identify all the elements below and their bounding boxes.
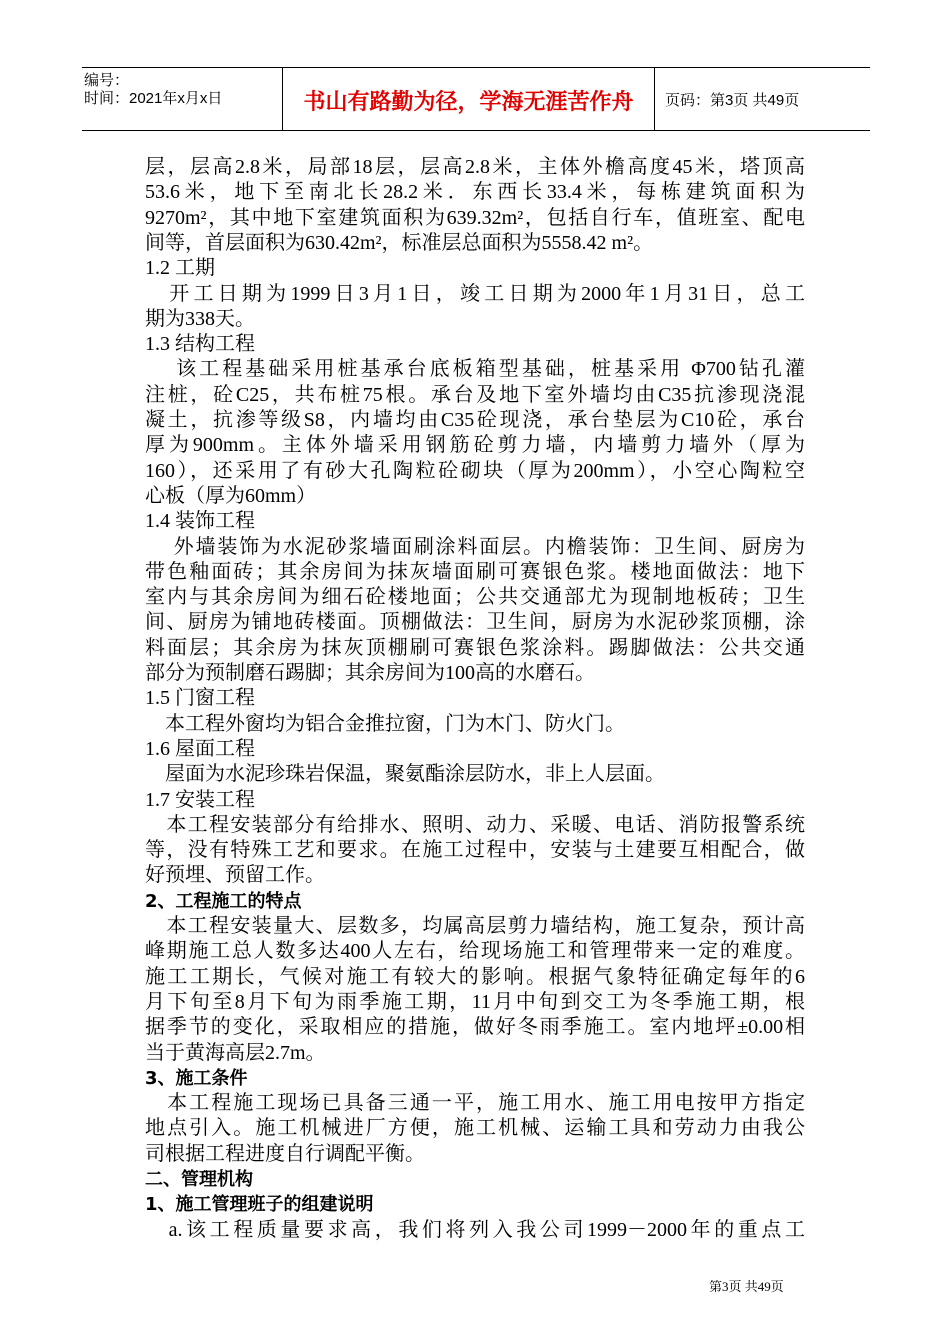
body-line: 峰期施工总人数多达400人左右，给现场施工和管理带来一定的难度。 — [145, 940, 805, 963]
body-line: 料面层；其余房为抹灰顶棚刷可赛银色浆涂料。踢脚做法：公共交通 — [145, 636, 805, 659]
body-line: 地点引入。施工机械进厂方便，施工机械、运输工具和劳动力由我公 — [145, 1117, 805, 1140]
page-header — [82, 67, 870, 131]
section-heading: 1、施工管理班子的组建说明 — [145, 1194, 374, 1216]
header-page-cell — [655, 68, 870, 130]
body-line: 室内与其余房间为细石砼楼地面；公共交通部尤为现制地板砖；卫生 — [145, 586, 805, 609]
subsection-heading: 1.3 结构工程 — [145, 333, 255, 356]
body-line: 厚为900mm。主体外墙采用钢筋砼剪力墙，内墙剪力墙外（厚为 — [145, 434, 805, 457]
header-motto-cell — [282, 68, 655, 130]
body-line: 当于黄海高层2.7m。 — [145, 1041, 326, 1064]
body-line: 本工程安装部分有给排水、照明、动力、采暖、电话、消防报警系统 — [145, 813, 805, 836]
subsection-heading: 1.4 装饰工程 — [145, 510, 255, 533]
body-line: 间等，首层面积为630.42m²，标准层总面积为5558.42 m²。 — [145, 231, 654, 254]
number-label: 编号： — [84, 72, 130, 89]
body-line: 本工程外窗均为铝合金推拉窗，门为木门、防火门。 — [145, 712, 625, 735]
section-heading: 3、施工条件 — [145, 1067, 248, 1089]
body-line: 好预埋、预留工作。 — [145, 864, 325, 887]
footer-page-number: 第3页 共49页 — [709, 1279, 784, 1294]
body-line: 本工程安装量大、层数多，均属高层剪力墙结构，施工复杂，预计高 — [145, 915, 805, 937]
body-line: 据季节的变化，采取相应的措施，做好冬雨季施工。室内地坪±0.00相 — [145, 1016, 805, 1039]
subsection-heading: 1.5 门窗工程 — [145, 687, 255, 710]
body-line: 注桩，砼C25，共布桩75根。承台及地下室外墙均由C35抗渗现浇混 — [145, 383, 805, 406]
body-line: 层，层高2.8米，局部18层，层高2.8米，主体外檐高度45米，塔顶高 — [145, 156, 805, 178]
body-line: 司根据工程进度自行调配平衡。 — [145, 1142, 425, 1165]
body-line: 间、厨房为铺地砖楼面。顶棚做法：卫生间，厨房为水泥砂浆顶棚，涂 — [145, 611, 805, 634]
subsection-heading: 1.2 工期 — [145, 257, 215, 280]
subsection-heading: 1.7 安装工程 — [145, 788, 255, 811]
body-line: 屋面为水泥珍珠岩保温，聚氨酯涂层防水，非上人层面。 — [145, 763, 665, 786]
body-line: 月下旬至8月下旬为雨季施工期，11月中旬到交工为冬季施工期，根 — [145, 990, 805, 1013]
body-line: 期为338天。 — [145, 307, 255, 330]
body-line: 53.6米，地下至南北长28.2米．东西长33.4米，每栋建筑面积为 — [145, 181, 805, 204]
section-heading: 2、工程施工的特点 — [145, 890, 302, 912]
body-line: a.该工程质量要求高，我们将列入我公司1999－2000年的重点工 — [145, 1218, 805, 1241]
body-line: 开工日期为1999日3月1日，竣工日期为2000年1月31日，总工 — [145, 282, 805, 305]
body-line: 该工程基础采用桩基承台底板箱型基础，桩基采用 Φ700钻孔灌 — [145, 358, 805, 381]
body-line: 外墙装饰为水泥砂浆墙面刷涂料面层。内檐装饰：卫生间、厨房为 — [145, 535, 805, 558]
body-line: 部分为预制磨石踢脚；其余房间为100高的水磨石。 — [145, 662, 595, 684]
motto-text: 书山有路勤为径，学海无涯苦作舟 — [303, 90, 634, 115]
body-line: 心板（厚为60mm） — [145, 484, 317, 507]
body-line: 带色釉面砖；其余房间为抹灰墙面刷可赛银色浆。楼地面做法：地下 — [145, 560, 805, 583]
page-number-label: 页码：第3页 共49页 — [665, 92, 800, 109]
body-line: 9270m²，其中地下室建筑面积为639.32m²，包括自行车，值班室、配电 — [145, 206, 805, 229]
body-line: 160），还采用了有砂大孔陶粒砼砌块（厚为200mm），小空心陶粒空 — [145, 459, 805, 482]
subsection-heading: 1.6 屋面工程 — [145, 737, 255, 760]
body-line: 本工程施工现场已具备三通一平，施工用水、施工用电按甲方指定 — [145, 1092, 805, 1115]
body-line: 施工工期长，气候对施工有较大的影响。根据气象特征确定每年的6 — [145, 965, 805, 988]
header-meta-cell — [82, 68, 282, 130]
body-line: 等，没有特殊工艺和要求。在施工过程中，安装与土建要互相配合，做 — [145, 839, 805, 862]
body-line: 凝土，抗渗等级S8，内墙均由C35砼现浇，承台垫层为C10砼，承台 — [145, 409, 805, 431]
time-label: 时间：2021年x月x日 — [84, 90, 223, 107]
section-heading: 二、管理机构 — [145, 1169, 253, 1190]
